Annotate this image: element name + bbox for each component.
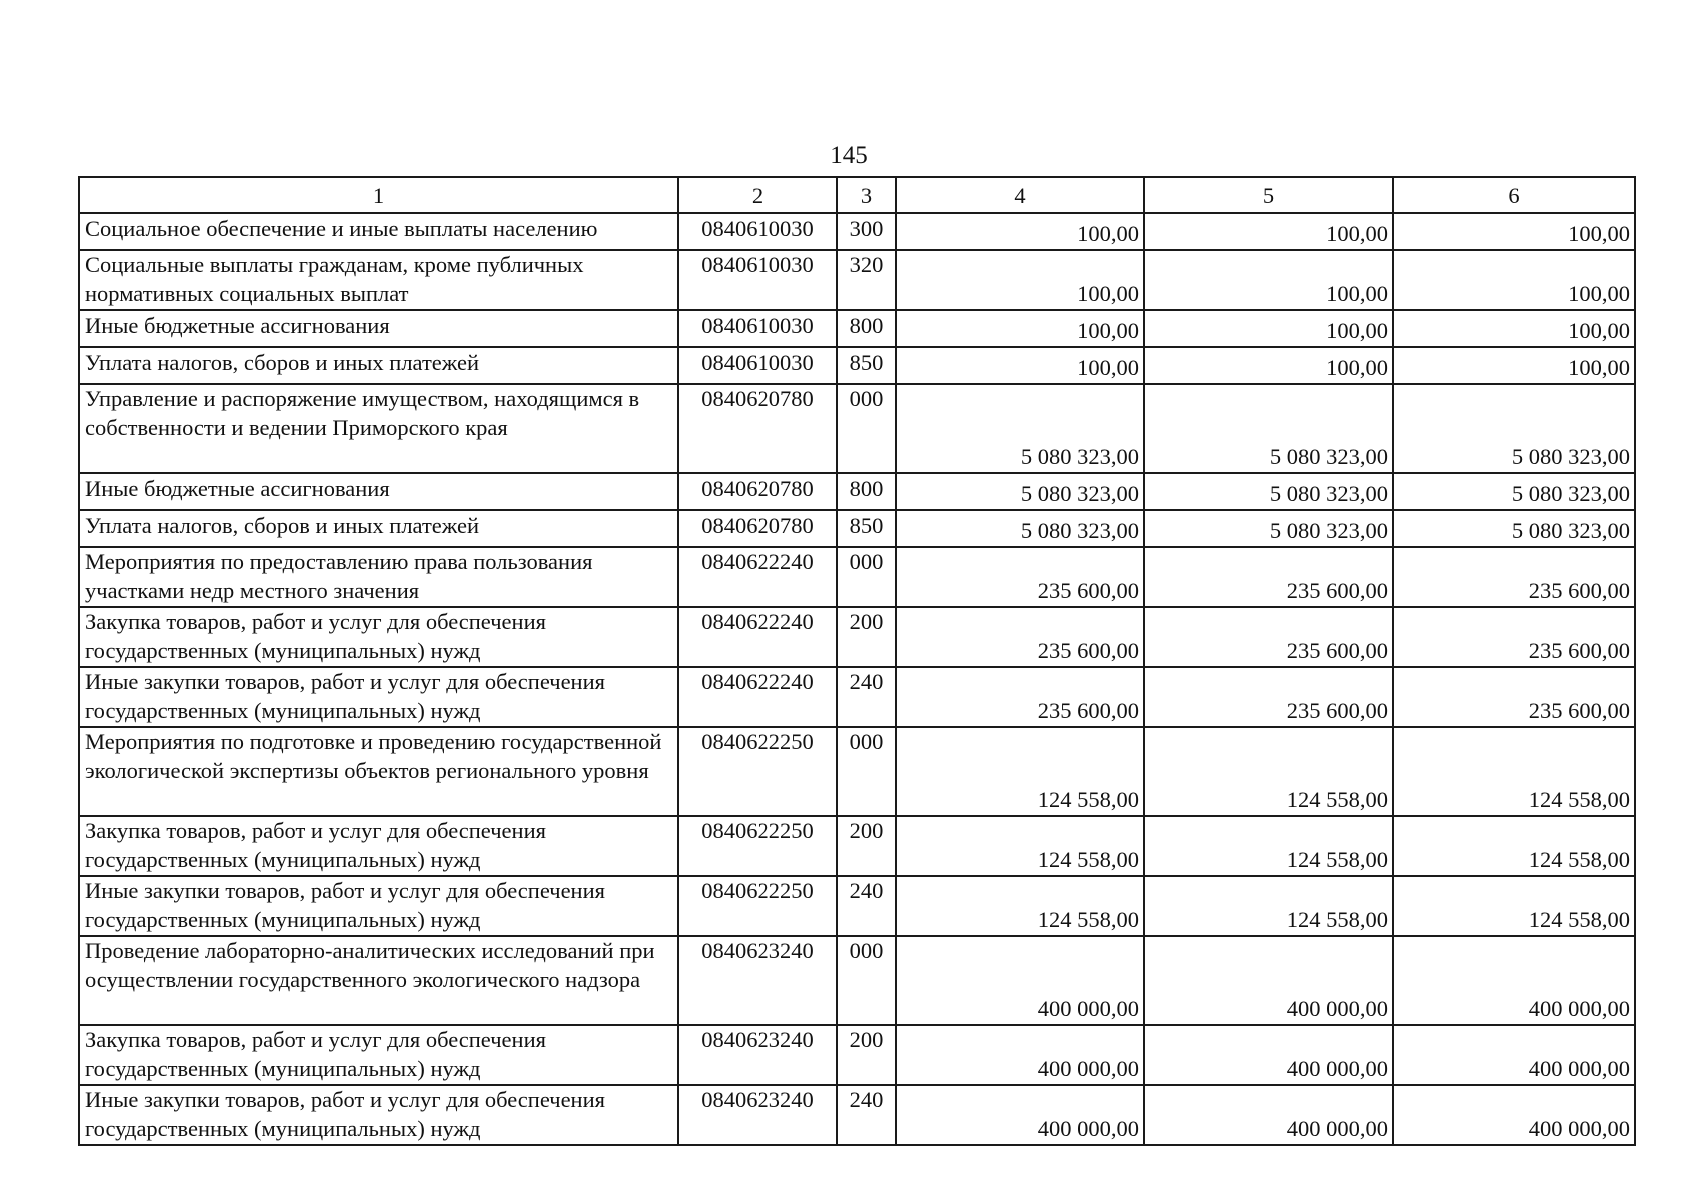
target-article-code-cell: 0840622250: [678, 727, 837, 816]
amount-col6-cell: 5 080 323,00: [1393, 473, 1635, 510]
expense-name-cell: Управление и распоряжение имуществом, находящимся в собственности и ведении Приморского края: [79, 384, 678, 473]
expense-kind-code-cell: 000: [837, 547, 896, 607]
table-row: [79, 816, 1635, 876]
page-number: 145: [830, 142, 868, 169]
target-article-code-cell: 0840610030: [678, 347, 837, 384]
amount-col4-cell: 400 000,00: [896, 936, 1144, 1025]
amount-col4-cell: 400 000,00: [896, 1085, 1144, 1145]
column-header: 2: [678, 177, 837, 213]
amount-col4-cell: 100,00: [896, 347, 1144, 384]
expense-kind-code-cell: 240: [837, 667, 896, 727]
amount-col6-cell: 400 000,00: [1393, 1025, 1635, 1085]
expense-name-cell: Закупка товаров, работ и услуг для обеспечения государственных (муниципальных) нужд: [79, 816, 678, 876]
amount-col5-cell: 235 600,00: [1144, 547, 1393, 607]
amount-col4-cell: 235 600,00: [896, 667, 1144, 727]
target-article-code-cell: 0840623240: [678, 1085, 837, 1145]
target-article-code-cell: 0840622240: [678, 607, 837, 667]
expense-name-cell: Социальное обеспечение и иные выплаты населению: [79, 213, 678, 250]
column-header: 5: [1144, 177, 1393, 213]
amount-col5-cell: 124 558,00: [1144, 876, 1393, 936]
amount-col6-cell: 400 000,00: [1393, 1085, 1635, 1145]
target-article-code-cell: 0840622250: [678, 876, 837, 936]
amount-col6-cell: 100,00: [1393, 310, 1635, 347]
amount-col5-cell: 100,00: [1144, 213, 1393, 250]
expense-name-cell: Иные закупки товаров, работ и услуг для обеспечения государственных (муниципальных) нужд: [79, 667, 678, 727]
amount-col4-cell: 5 080 323,00: [896, 473, 1144, 510]
amount-col5-cell: 124 558,00: [1144, 816, 1393, 876]
amount-col6-cell: 124 558,00: [1393, 727, 1635, 816]
target-article-code-cell: 0840620780: [678, 384, 837, 473]
expense-kind-code-cell: 240: [837, 876, 896, 936]
table-row: [79, 384, 1635, 473]
expense-kind-code-cell: 000: [837, 936, 896, 1025]
table-row: [79, 607, 1635, 667]
amount-col4-cell: 124 558,00: [896, 816, 1144, 876]
column-header: 6: [1393, 177, 1635, 213]
amount-col4-cell: 400 000,00: [896, 1025, 1144, 1085]
expense-kind-code-cell: 300: [837, 213, 896, 250]
amount-col5-cell: 100,00: [1144, 310, 1393, 347]
amount-col4-cell: 100,00: [896, 250, 1144, 310]
expense-name-cell: Проведение лабораторно-аналитических исследований при осуществлении государственного экологического надзора: [79, 936, 678, 1025]
amount-col5-cell: 400 000,00: [1144, 1025, 1393, 1085]
amount-col6-cell: 100,00: [1393, 213, 1635, 250]
amount-col6-cell: 100,00: [1393, 347, 1635, 384]
amount-col4-cell: 5 080 323,00: [896, 510, 1144, 547]
column-header: 3: [837, 177, 896, 213]
amount-col6-cell: 124 558,00: [1393, 876, 1635, 936]
column-header: 1: [79, 177, 678, 213]
expense-kind-code-cell: 800: [837, 310, 896, 347]
amount-col4-cell: 235 600,00: [896, 547, 1144, 607]
expense-kind-code-cell: 240: [837, 1085, 896, 1145]
amount-col6-cell: 5 080 323,00: [1393, 510, 1635, 547]
target-article-code-cell: 0840623240: [678, 1025, 837, 1085]
budget-table: [78, 176, 1636, 1146]
amount-col5-cell: 235 600,00: [1144, 667, 1393, 727]
table-row: [79, 727, 1635, 816]
amount-col5-cell: 5 080 323,00: [1144, 510, 1393, 547]
amount-col5-cell: 124 558,00: [1144, 727, 1393, 816]
amount-col6-cell: 5 080 323,00: [1393, 384, 1635, 473]
amount-col4-cell: 100,00: [896, 213, 1144, 250]
expense-name-cell: Уплата налогов, сборов и иных платежей: [79, 510, 678, 547]
expense-kind-code-cell: 850: [837, 510, 896, 547]
expense-name-cell: Иные закупки товаров, работ и услуг для обеспечения государственных (муниципальных) нужд: [79, 876, 678, 936]
target-article-code-cell: 0840620780: [678, 473, 837, 510]
amount-col4-cell: 124 558,00: [896, 727, 1144, 816]
table-row: [79, 347, 1635, 384]
target-article-code-cell: 0840622250: [678, 816, 837, 876]
expense-name-cell: Закупка товаров, работ и услуг для обеспечения государственных (муниципальных) нужд: [79, 1025, 678, 1085]
target-article-code-cell: 0840623240: [678, 936, 837, 1025]
amount-col6-cell: 124 558,00: [1393, 816, 1635, 876]
expense-kind-code-cell: 200: [837, 816, 896, 876]
expense-kind-code-cell: 200: [837, 1025, 896, 1085]
expense-name-cell: Уплата налогов, сборов и иных платежей: [79, 347, 678, 384]
amount-col5-cell: 100,00: [1144, 347, 1393, 384]
target-article-code-cell: 0840622240: [678, 667, 837, 727]
table-row: [79, 936, 1635, 1025]
expense-kind-code-cell: 000: [837, 727, 896, 816]
table-row: [79, 250, 1635, 310]
table-body: [79, 177, 1635, 1145]
expense-name-cell: Мероприятия по предоставлению права пользования участками недр местного значения: [79, 547, 678, 607]
expense-name-cell: Иные бюджетные ассигнования: [79, 310, 678, 347]
expense-kind-code-cell: 800: [837, 473, 896, 510]
table-row: [79, 547, 1635, 607]
table-row: [79, 213, 1635, 250]
table-row: [79, 1085, 1635, 1145]
expense-kind-code-cell: 200: [837, 607, 896, 667]
target-article-code-cell: 0840620780: [678, 510, 837, 547]
amount-col5-cell: 400 000,00: [1144, 1085, 1393, 1145]
table-row: [79, 667, 1635, 727]
table-row: [79, 876, 1635, 936]
expense-kind-code-cell: 320: [837, 250, 896, 310]
amount-col6-cell: 235 600,00: [1393, 547, 1635, 607]
amount-col4-cell: 235 600,00: [896, 607, 1144, 667]
amount-col5-cell: 5 080 323,00: [1144, 384, 1393, 473]
target-article-code-cell: 0840610030: [678, 213, 837, 250]
column-number-row: [79, 177, 1635, 213]
column-header: 4: [896, 177, 1144, 213]
amount-col5-cell: 100,00: [1144, 250, 1393, 310]
expense-name-cell: Иные закупки товаров, работ и услуг для обеспечения государственных (муниципальных) нужд: [79, 1085, 678, 1145]
table-row: [79, 310, 1635, 347]
table-row: [79, 473, 1635, 510]
target-article-code-cell: 0840610030: [678, 250, 837, 310]
table-row: [79, 1025, 1635, 1085]
expense-name-cell: Мероприятия по подготовке и проведению государственной экологической экспертизы объектов регионального уровня: [79, 727, 678, 816]
amount-col5-cell: 235 600,00: [1144, 607, 1393, 667]
amount-col6-cell: 100,00: [1393, 250, 1635, 310]
amount-col6-cell: 235 600,00: [1393, 607, 1635, 667]
target-article-code-cell: 0840622240: [678, 547, 837, 607]
amount-col4-cell: 5 080 323,00: [896, 384, 1144, 473]
expense-kind-code-cell: 000: [837, 384, 896, 473]
amount-col5-cell: 5 080 323,00: [1144, 473, 1393, 510]
amount-col6-cell: 400 000,00: [1393, 936, 1635, 1025]
expense-name-cell: Закупка товаров, работ и услуг для обеспечения государственных (муниципальных) нужд: [79, 607, 678, 667]
amount-col6-cell: 235 600,00: [1393, 667, 1635, 727]
expense-kind-code-cell: 850: [837, 347, 896, 384]
expense-name-cell: Социальные выплаты гражданам, кроме публичных нормативных социальных выплат: [79, 250, 678, 310]
amount-col5-cell: 400 000,00: [1144, 936, 1393, 1025]
table-row: [79, 510, 1635, 547]
amount-col4-cell: 124 558,00: [896, 876, 1144, 936]
amount-col4-cell: 100,00: [896, 310, 1144, 347]
target-article-code-cell: 0840610030: [678, 310, 837, 347]
expense-name-cell: Иные бюджетные ассигнования: [79, 473, 678, 510]
